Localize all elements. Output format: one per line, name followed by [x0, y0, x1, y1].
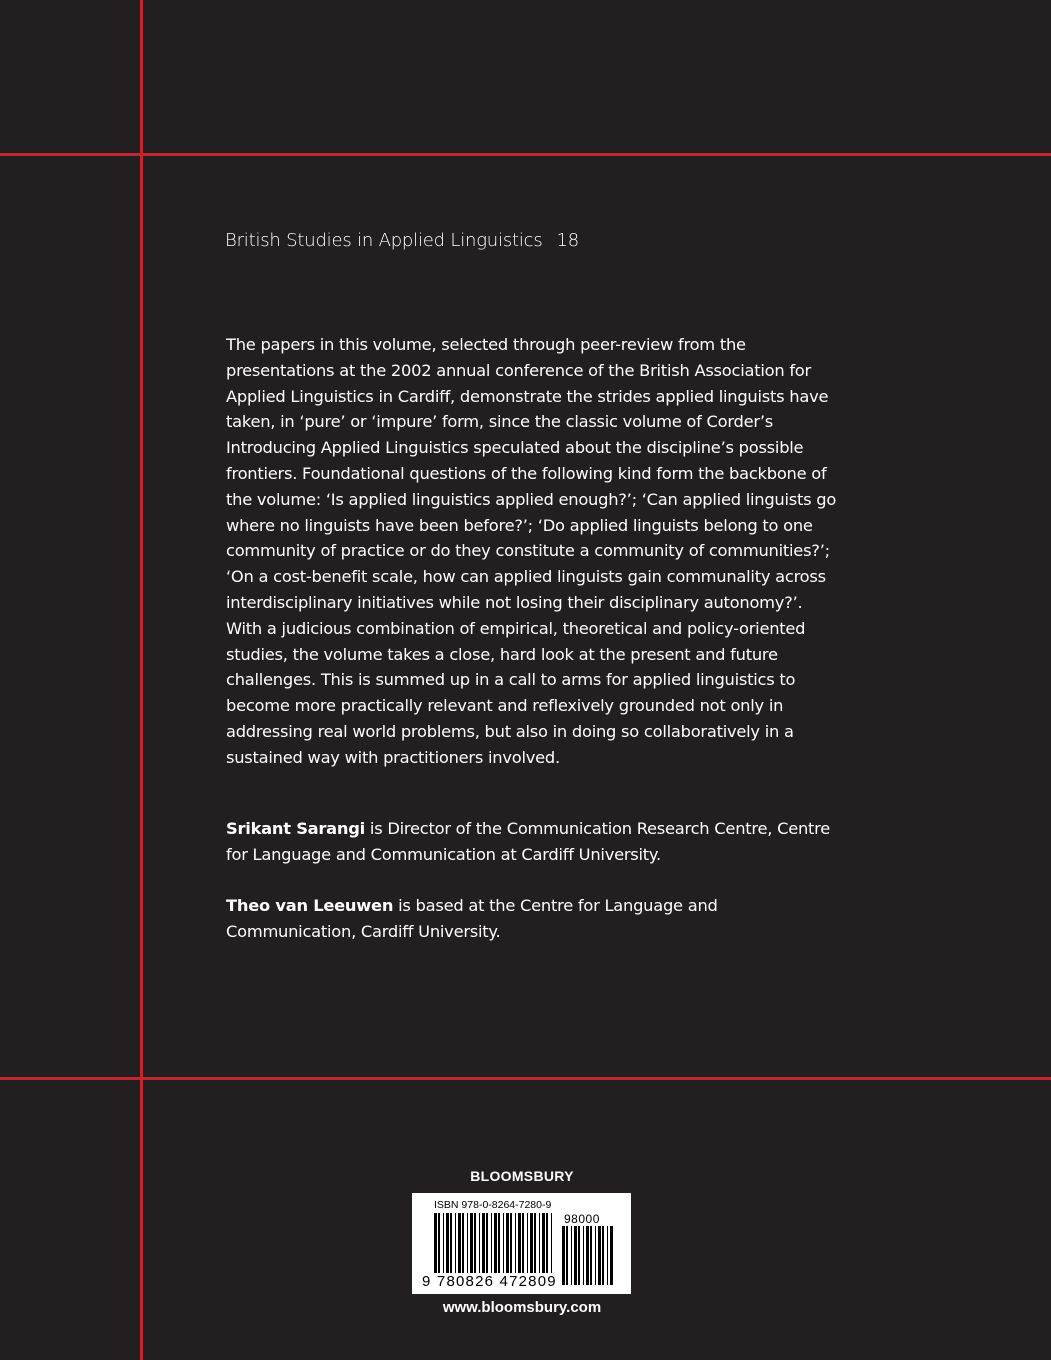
author-bio-text-2: is based at the Centre for Language and Communication, Cardiff University. — [226, 896, 718, 941]
book-description: The papers in this volume, selected through peer-review from the presentations at the 2002 annual conference of the British Association for Applied Linguistics in Cardiff, demonstrate the strides applied linguists have taken, in ‘pure’ or ‘impure’ form, since the classic volume of Corder’s Introducing Applied Linguistics speculated about the discipline’s possible frontiers. Foundational questions of the following kind form the backbone of the volume: ‘Is applied linguistics applied enough?’; ‘Can applied linguists go where no linguists have been before?’; ‘Do applied linguists belong to one community of practice or do they constitute a community of communities?’; ‘On a cost-benefit scale, how can applied linguists gain communality across interdisciplinary initiatives while not losing their disciplinary autonomy?’. With a judicious combination of empirical, theoretical and policy-oriented studies, the volume takes a close, hard look at the present and future challenges. This is summed up in a call to arms for applied linguistics to become more practically relevant and reflexively grounded not only in addressing real world problems, but also in doing so collaboratively in a sustained way with practitioners involved. — [226, 335, 837, 767]
bottom-horizontal-red-rule — [0, 1077, 1051, 1080]
barcode-bar — [571, 1226, 572, 1285]
barcode-bar — [602, 1226, 604, 1285]
author-name-2: Theo van Leeuwen — [226, 896, 394, 915]
author-bio-1 — [226, 816, 842, 868]
series-title — [225, 230, 579, 251]
barcode-bar — [610, 1226, 613, 1285]
series-number: 18 — [556, 230, 580, 251]
barcode-bar — [595, 1226, 596, 1285]
price-code: 98000 — [564, 1212, 600, 1226]
barcode-bar — [586, 1226, 589, 1285]
barcode-bar — [578, 1226, 580, 1285]
vertical-red-rule — [140, 0, 143, 1360]
author-bio-2 — [226, 893, 842, 945]
publisher-website: www.bloomsbury.com — [442, 1299, 602, 1316]
barcode-bar — [574, 1226, 577, 1285]
barcode-bar — [598, 1226, 601, 1285]
barcode-bar — [590, 1226, 592, 1285]
author-bio-text-1: is Director of the Communication Research Centre, Centre for Language and Communication at Cardiff University. — [226, 819, 831, 864]
isbn-barcode — [412, 1193, 631, 1294]
barcode-bar — [583, 1226, 584, 1285]
barcode-bar — [562, 1226, 565, 1285]
ean-digits: 9 780826 472809 — [422, 1273, 557, 1290]
barcode-bar — [566, 1226, 568, 1285]
publisher-logo: BLOOMSBURY — [470, 1168, 574, 1184]
author-name-1: Srikant Sarangi — [226, 819, 365, 838]
top-horizontal-red-rule — [0, 153, 1051, 156]
barcode-bar — [607, 1226, 608, 1285]
isbn-label: ISBN 978-0-8264-7280-9 — [434, 1199, 552, 1211]
series-name: British Studies in Applied Linguistics — [225, 230, 543, 251]
